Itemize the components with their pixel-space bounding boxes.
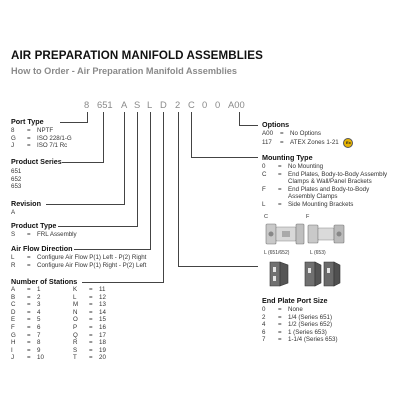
product-series-header: Product Series [11, 157, 62, 166]
stations-right-col [73, 286, 106, 362]
product-type-list [11, 231, 77, 239]
list-item: 7 = 1-1/4 (Series 653) [262, 336, 338, 344]
table-row: B = 2 [11, 293, 41, 301]
options-header: Options [262, 120, 290, 129]
table-row: S = 19 [73, 346, 106, 354]
atex-ex-icon: Ex [343, 138, 353, 148]
code-options: A00 [228, 99, 245, 110]
table-row: P = 16 [73, 323, 106, 331]
mounting-header: Mounting Type [262, 153, 313, 162]
list-item: S = FRL Assembly [11, 231, 77, 238]
list-item: F = End Plates and Body-to-Body [262, 185, 370, 193]
stations-header: Number of Stations [11, 277, 78, 286]
end-plate-c-icon [266, 224, 304, 244]
list-item: 653 [11, 183, 22, 191]
list-item: G = ISO 228/1-G [11, 134, 72, 142]
end-plate-c-f-image [264, 221, 364, 249]
end-plate-list [262, 306, 338, 344]
mounting-list [262, 163, 387, 209]
table-row: D = 4 [11, 308, 41, 316]
end-plate-f-icon [308, 225, 344, 243]
options-list [262, 130, 353, 148]
list-item: 652 [11, 175, 22, 183]
end-plate-header: End Plate Port Size [262, 296, 328, 305]
list-item: J = ISO 7/1 Rc [11, 142, 68, 150]
list-item-continued: Assembly Clamps [288, 193, 338, 201]
list-item-continued: Clamps & Wall/Panel Brackets [288, 178, 372, 186]
list-item: 4 = 1/2 (Series 652) [262, 321, 333, 329]
product-series-list [11, 168, 21, 191]
table-row: G = 7 [11, 331, 41, 339]
code-mounting: C [188, 99, 195, 110]
list-item: 0 = No Mounting [262, 163, 324, 170]
side-bracket-653-image [302, 259, 342, 289]
code-end-plate: 2 [175, 99, 181, 110]
table-row: L = 12 [73, 293, 106, 301]
list-item: 117 = ATEX Zones 1-21 Ex [262, 138, 353, 148]
mount-label-f: F [306, 214, 310, 220]
code-air-flow: L [147, 99, 153, 110]
table-row: K = 11 [73, 286, 106, 293]
product-type-header: Product Type [11, 221, 57, 230]
list-item: 8 = NPTF [11, 127, 54, 134]
mount-label-l-653: L (653) [310, 250, 326, 256]
table-row: O = 15 [73, 316, 106, 324]
code-port-type: 8 [84, 99, 90, 110]
code-product-type: S [134, 99, 141, 110]
list-item: R = Configure Air Flow P(1) Right - P(2) Left [11, 261, 147, 269]
side-bracket-651-652-image [266, 259, 296, 289]
table-row: F = 6 [11, 323, 41, 331]
mount-label-l-651-652: L (651/652) [264, 250, 290, 256]
table-row: N = 14 [73, 308, 106, 316]
list-item: 0 = None [262, 306, 303, 313]
list-item: C = End Plates, Body-to-Body Assembly [262, 170, 388, 178]
table-row: C = 3 [11, 301, 41, 309]
code-stations: D [160, 99, 167, 110]
revision-header: Revision [11, 199, 41, 208]
list-item: 6 = 1 (Series 653) [262, 328, 327, 336]
list-item: 651 [11, 168, 22, 175]
page-title: AIR PREPARATION MANIFOLD ASSEMBLIES [11, 49, 263, 62]
port-type-list [11, 127, 72, 150]
code-product-series: 651 [97, 99, 113, 110]
table-row: J = 10 [11, 354, 44, 362]
table-row: I = 9 [11, 346, 41, 354]
page-subtitle: How to Order - Air Preparation Manifold Assemblies [11, 66, 237, 76]
table-row: A = 1 [11, 286, 41, 293]
table-row: M = 13 [73, 301, 106, 309]
air-flow-list [11, 254, 146, 269]
stations-left-col [11, 286, 44, 362]
table-row: E = 5 [11, 316, 41, 324]
list-item: 2 = 1/4 (Series 651) [262, 313, 333, 321]
air-flow-header: Air Flow Direction [11, 244, 73, 253]
table-row: R = 18 [73, 339, 106, 347]
code-revision: A [121, 99, 128, 110]
table-row: H = 8 [11, 339, 41, 347]
port-type-header: Port Type [11, 117, 44, 126]
table-row: Q = 17 [73, 331, 106, 339]
list-item: A [11, 209, 16, 216]
revision-list [11, 209, 15, 217]
code-zero-1: 0 [202, 99, 208, 110]
list-item: L = Side Mounting Brackets [262, 200, 354, 208]
table-row: T = 20 [73, 354, 106, 362]
list-item: L = Configure Air Flow P(1) Left - P(2) Right [11, 254, 147, 261]
list-item: A00 = No Options [262, 130, 321, 137]
mount-label-c: C [264, 214, 268, 220]
code-zero-2: 0 [215, 99, 221, 110]
